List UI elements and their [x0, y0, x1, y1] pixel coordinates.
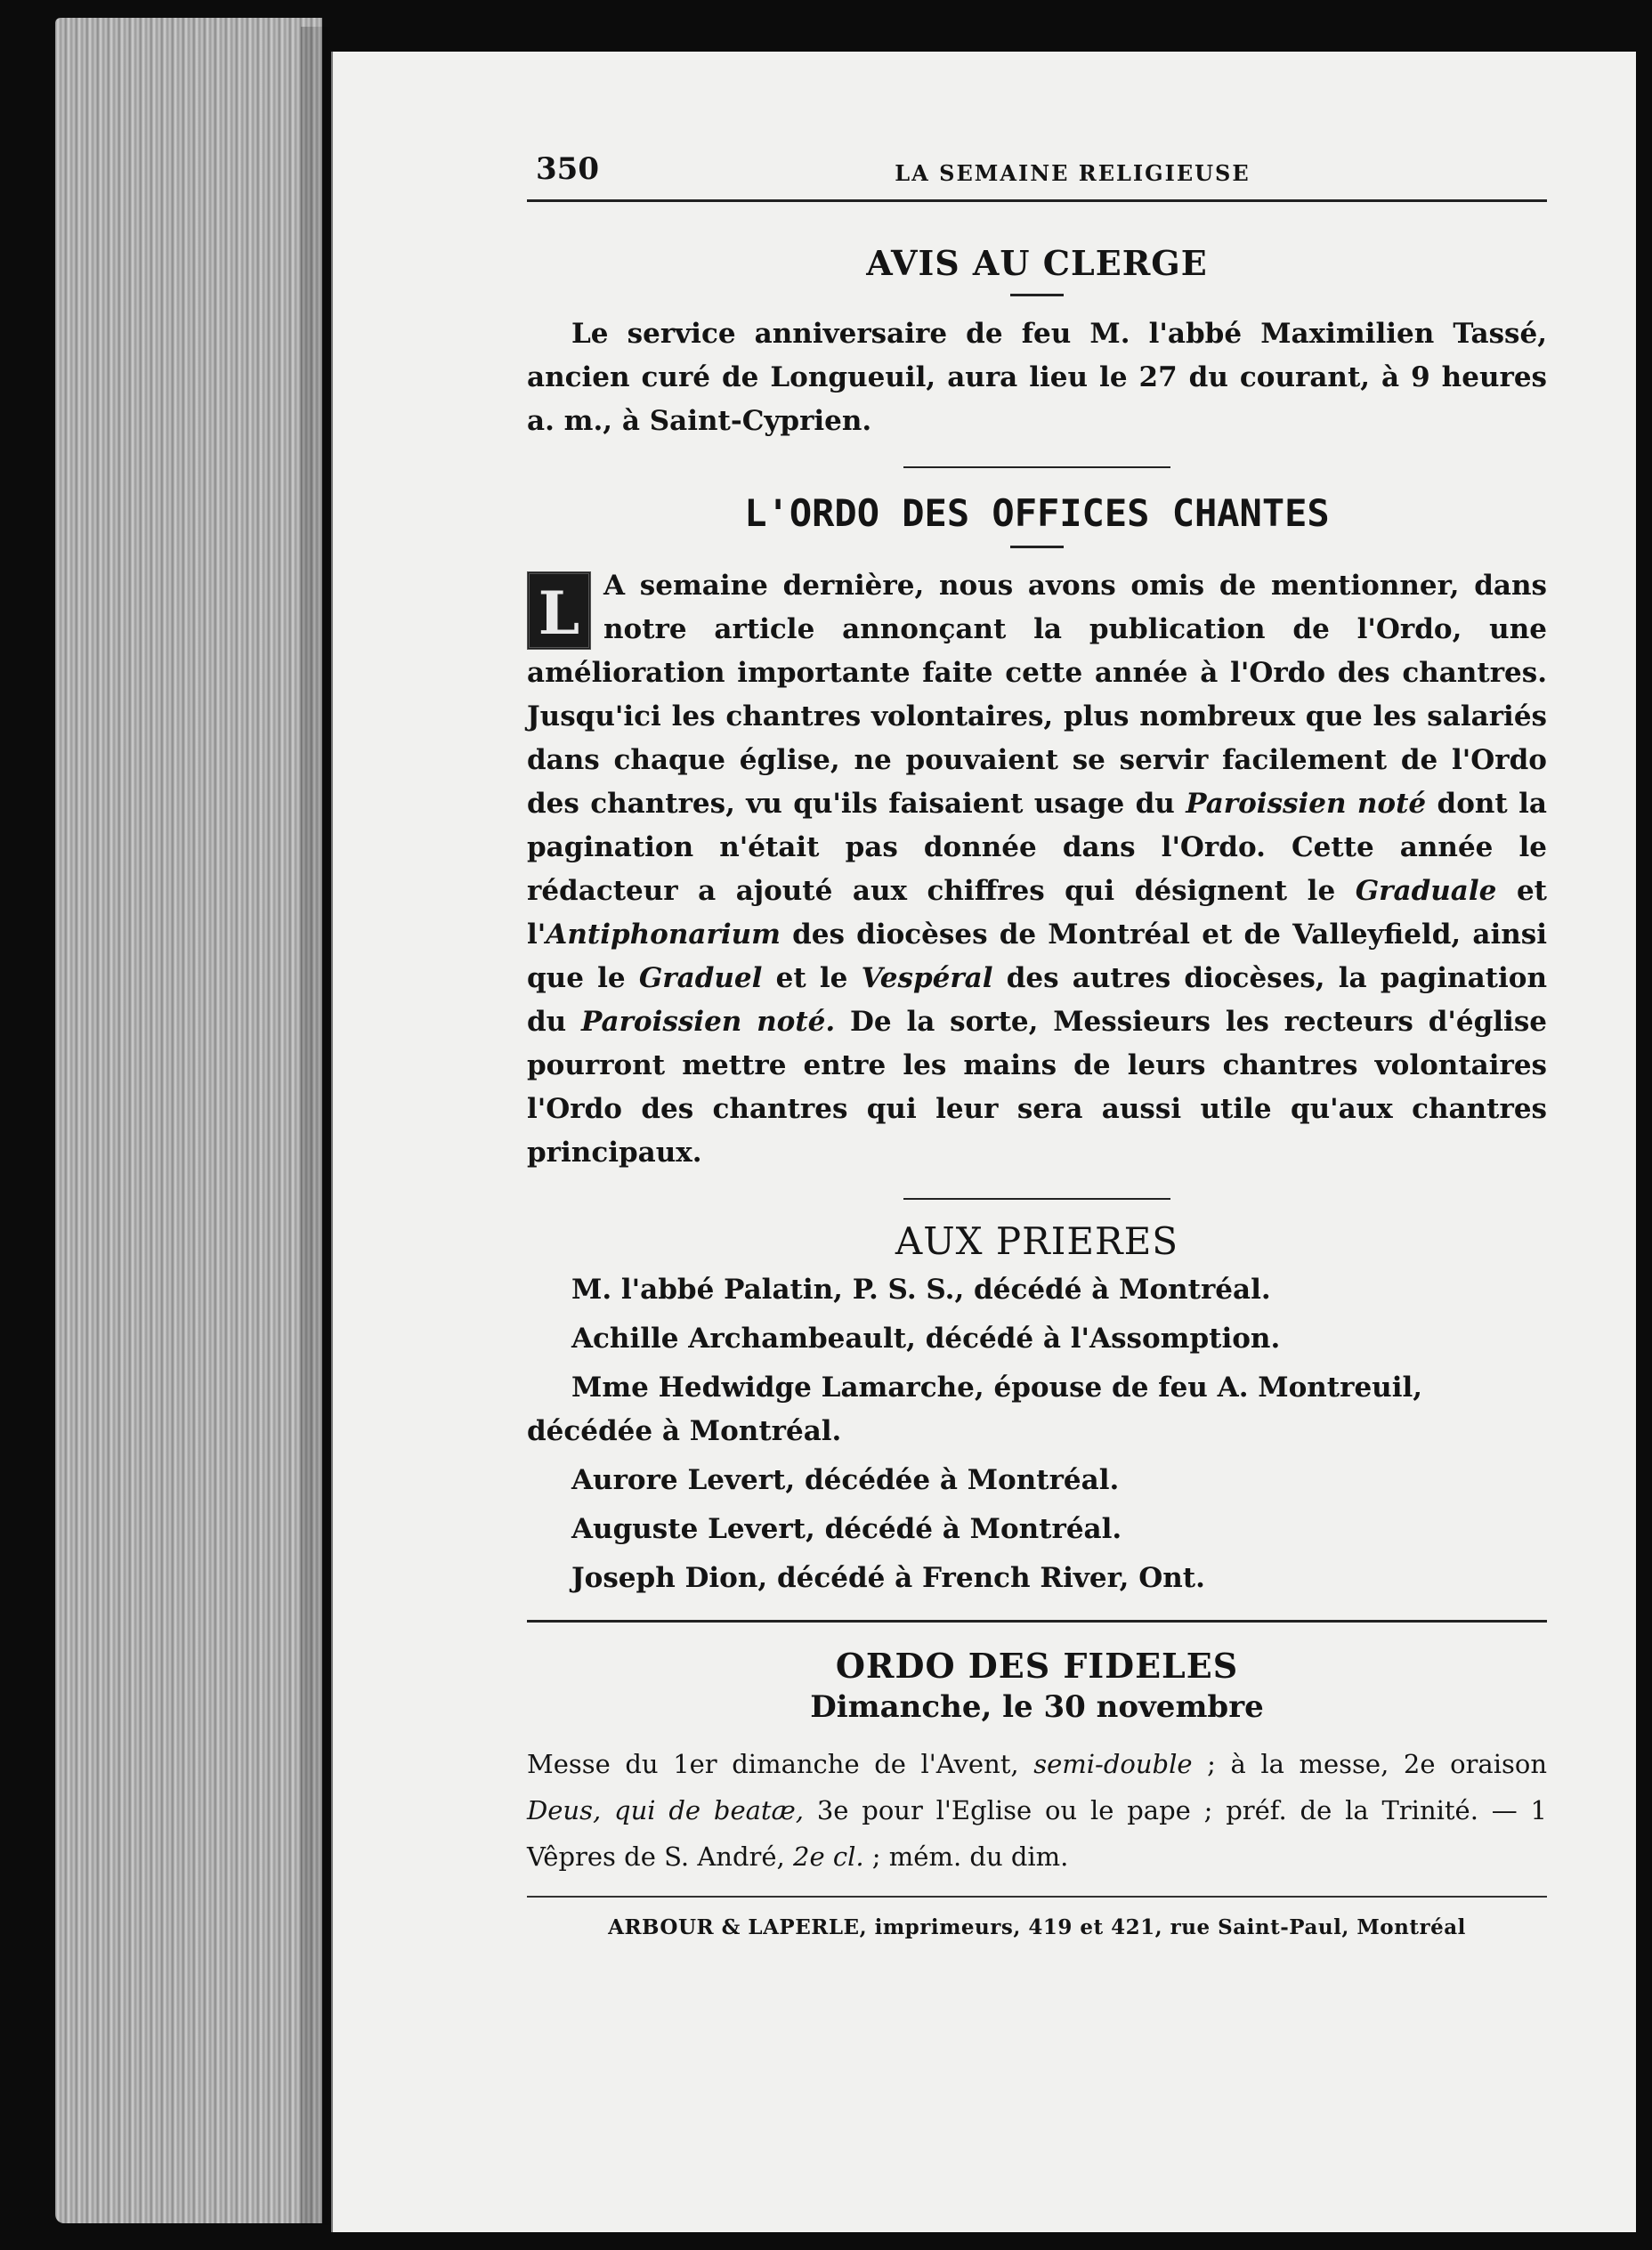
section-divider [903, 1198, 1170, 1200]
heading-rule [1010, 546, 1064, 548]
section-divider [903, 466, 1170, 468]
text-segment: ; à la messe, 2e oraison [1192, 1749, 1547, 1779]
text-segment: A semaine dernière, nous avons omis de mentionner, dans notre article annonçant la publication de l'Ordo, une amélioration importante faite cette année à l'Ordo des chantres. Jusqu'ici les chantres volontaires, plus nombreux que les salariés dans chaque église, ne pouvaient se servir facilement de l'Ordo des chantres, vu qu'ils faisaient usage du [527, 570, 1547, 820]
prieres-heading: AUX PRIERES [895, 1219, 1179, 1263]
prayer-list [527, 1268, 1547, 1600]
ornamental-dropcap: L [527, 571, 591, 650]
list-item: Aurore Levert, décédée à Montréal. [571, 1464, 1120, 1496]
heading-rule [1010, 294, 1064, 296]
page [331, 52, 1636, 2232]
text-segment: dont la pagination n'était pas donnée dans l'Ordo. Cette année le rédacteur a ajouté aux chiffres qui désignent le [527, 788, 1547, 907]
section-rule [527, 1620, 1547, 1623]
ordo-fideles-text [527, 1741, 1547, 1880]
page-content [527, 151, 1547, 1939]
ordo-fideles-date: Dimanche, le 30 novembre [810, 1689, 1264, 1725]
ordo-chantres-heading: L'ORDO DES OFFICES CHANTES [744, 491, 1330, 535]
running-head [527, 151, 1547, 202]
italic-term: 2e cl. [793, 1841, 864, 1872]
italic-title: Graduale [1355, 875, 1497, 907]
ordo-chantres-article [527, 564, 1547, 1175]
italic-term: Deus, qui de beatæ, [527, 1795, 805, 1825]
italic-title: Paroissien noté. [581, 1006, 836, 1038]
footer-rule [527, 1896, 1547, 1898]
list-item: Auguste Levert, décédé à Montréal. [571, 1513, 1122, 1545]
list-item: M. l'abbé Palatin, P. S. S., décédé à Montréal. [571, 1274, 1271, 1306]
list-item: Mme Hedwidge Lamarche, épouse de feu A. Montreuil, décédée à Montréal. [527, 1372, 1423, 1447]
journal-title: LA SEMAINE RELIGIEUSE [895, 160, 1251, 186]
text-segment: Messe du 1er dimanche de l'Avent, [527, 1749, 1034, 1779]
text-segment: ; mém. du dim. [863, 1841, 1069, 1872]
avis-heading: AVIS AU CLERGE [866, 243, 1208, 283]
text-segment: 3e pour l'Eglise ou le pape ; préf. de la Trinité. — 1 Vêpres de S. André, [527, 1795, 1548, 1872]
page-number: 350 [536, 151, 599, 187]
text-segment: et l' [527, 875, 1547, 951]
text-segment: des autres diocèses, la pagination du [527, 962, 1547, 1038]
italic-title: Vespéral [861, 962, 993, 994]
avis-text: Le service anniversaire de feu M. l'abbé Maximilien Tassé, ancien curé de Longueuil, aura lieu le 27 du courant, à 9 heures a. m., à Saint-Cyprien. [527, 318, 1547, 437]
ordo-chantres-text [527, 564, 1547, 1175]
italic-term: semi-double [1033, 1749, 1193, 1779]
text-segment: De la sorte, Messieurs les recteurs d'église pourront mettre entre les mains de leurs chantres volontaires l'Ordo des chantres qui leur sera aussi utile qu'aux chantres principaux. [527, 1006, 1547, 1169]
list-item: Joseph Dion, décédé à French River, Ont. [571, 1562, 1205, 1594]
printer-imprint: ARBOUR & LAPERLE, imprimeurs, 419 et 421, rue Saint-Paul, Montréal [608, 1915, 1466, 1939]
ordo-fideles-article [527, 1741, 1547, 1880]
italic-title: Antiphonarium [546, 919, 781, 951]
list-item: Achille Archambeault, décédé à l'Assomption. [571, 1323, 1281, 1355]
ordo-fideles-heading: ORDO DES FIDELES [835, 1646, 1239, 1686]
text-segment: et le [762, 962, 862, 994]
book-page-edges [55, 18, 322, 2223]
text-segment: des diocèses de Montréal et de Valleyfield, ainsi que le [527, 919, 1547, 994]
italic-title: Graduel [638, 962, 763, 994]
italic-title: Paroissien noté [1186, 788, 1427, 820]
